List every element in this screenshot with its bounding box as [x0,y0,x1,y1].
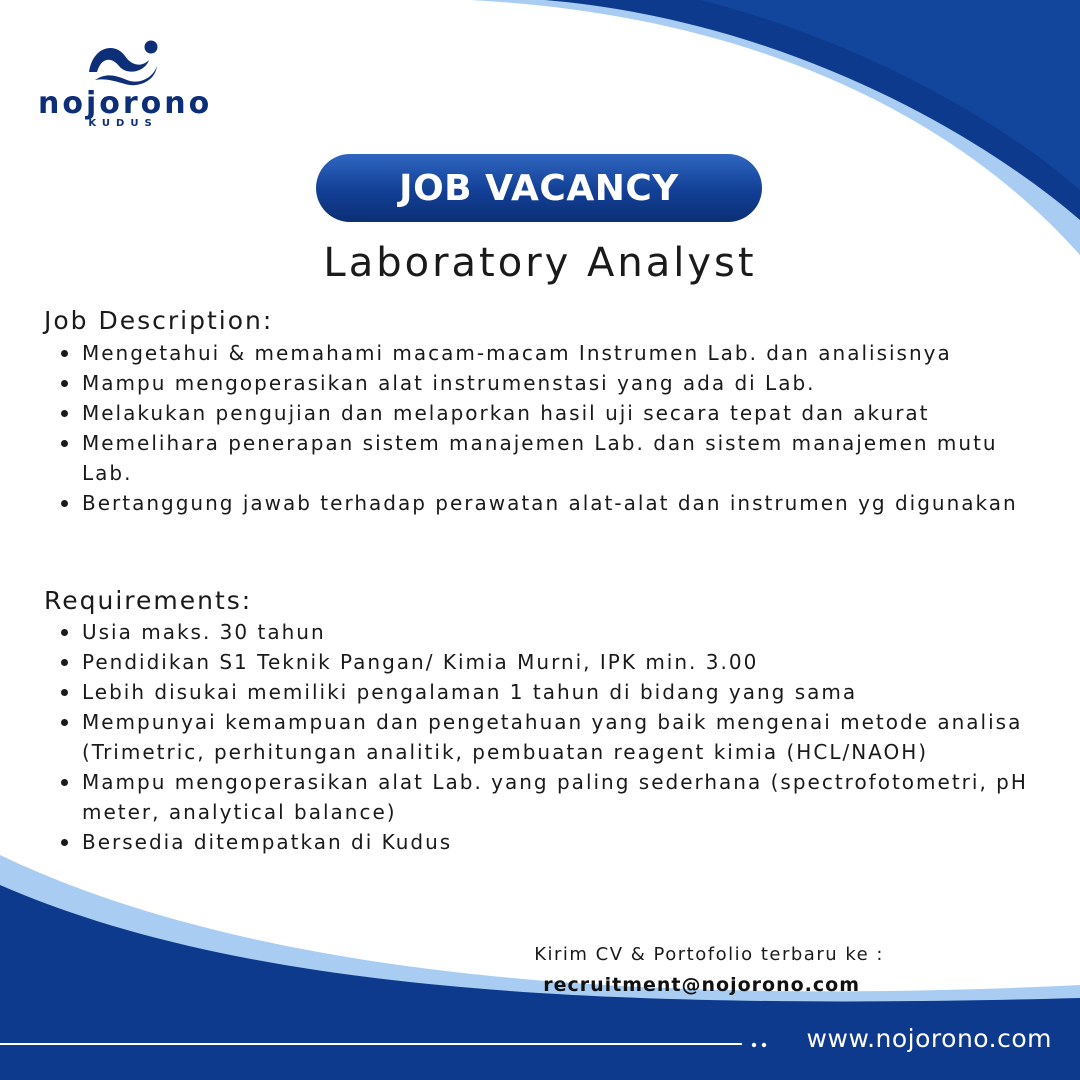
list-item: Mempunyai kemampuan dan pengetahuan yang baik mengenai metode analisa (Trimetric, perhitungan analitik, pembuatan reagent kimia (HCL/NAOH) [60,707,1050,767]
list-item: Usia maks. 30 tahun [60,617,1050,647]
job-description-list [60,338,1050,518]
logo-name: nojorono [38,86,213,121]
list-item: Lebih disukai memiliki pengalaman 1 tahun di bidang yang sama [60,677,1050,707]
requirements-heading: Requirements: [44,586,253,615]
list-item: Memelihara penerapan sistem manajemen Lab. dan sistem manajemen mutu Lab. [60,428,1050,488]
job-description-heading: Job Description: [44,306,274,335]
footer-dot [762,1043,766,1047]
list-item: Mengetahui & memahami macam-macam Instrumen Lab. dan analisisnya [60,338,1050,368]
footer-dot [752,1043,756,1047]
list-item: Mampu mengoperasikan alat instrumenstasi yang ada di Lab. [60,368,1050,398]
list-item: Melakukan pengujian dan melaporkan hasil uji secara tepat dan akurat [60,398,1050,428]
requirements-list [60,617,1050,857]
cv-instruction: Kirim CV & Portofolio terbaru ke : [534,944,884,965]
list-item: Bersedia ditempatkan di Kudus [60,827,1050,857]
email-link[interactable]: recruitment@nojorono.com [543,974,860,996]
website-link[interactable]: www.nojorono.com [806,1024,1052,1053]
position-title: Laboratory Analyst [323,240,757,286]
job-vacancy-banner: JOB VACANCY [316,154,762,222]
list-item: Mampu mengoperasikan alat Lab. yang paling sederhana (spectrofotometri, pH meter, analytical balance) [60,767,1050,827]
logo [38,38,213,129]
logo-wave-icon [83,38,163,86]
list-item: Pendidikan S1 Teknik Pangan/ Kimia Murni, IPK min. 3.00 [60,647,1050,677]
logo-location: KUDUS [88,118,158,129]
list-item: Bertanggung jawab terhadap perawatan alat-alat dan instrumen yg digunakan [60,488,1050,518]
